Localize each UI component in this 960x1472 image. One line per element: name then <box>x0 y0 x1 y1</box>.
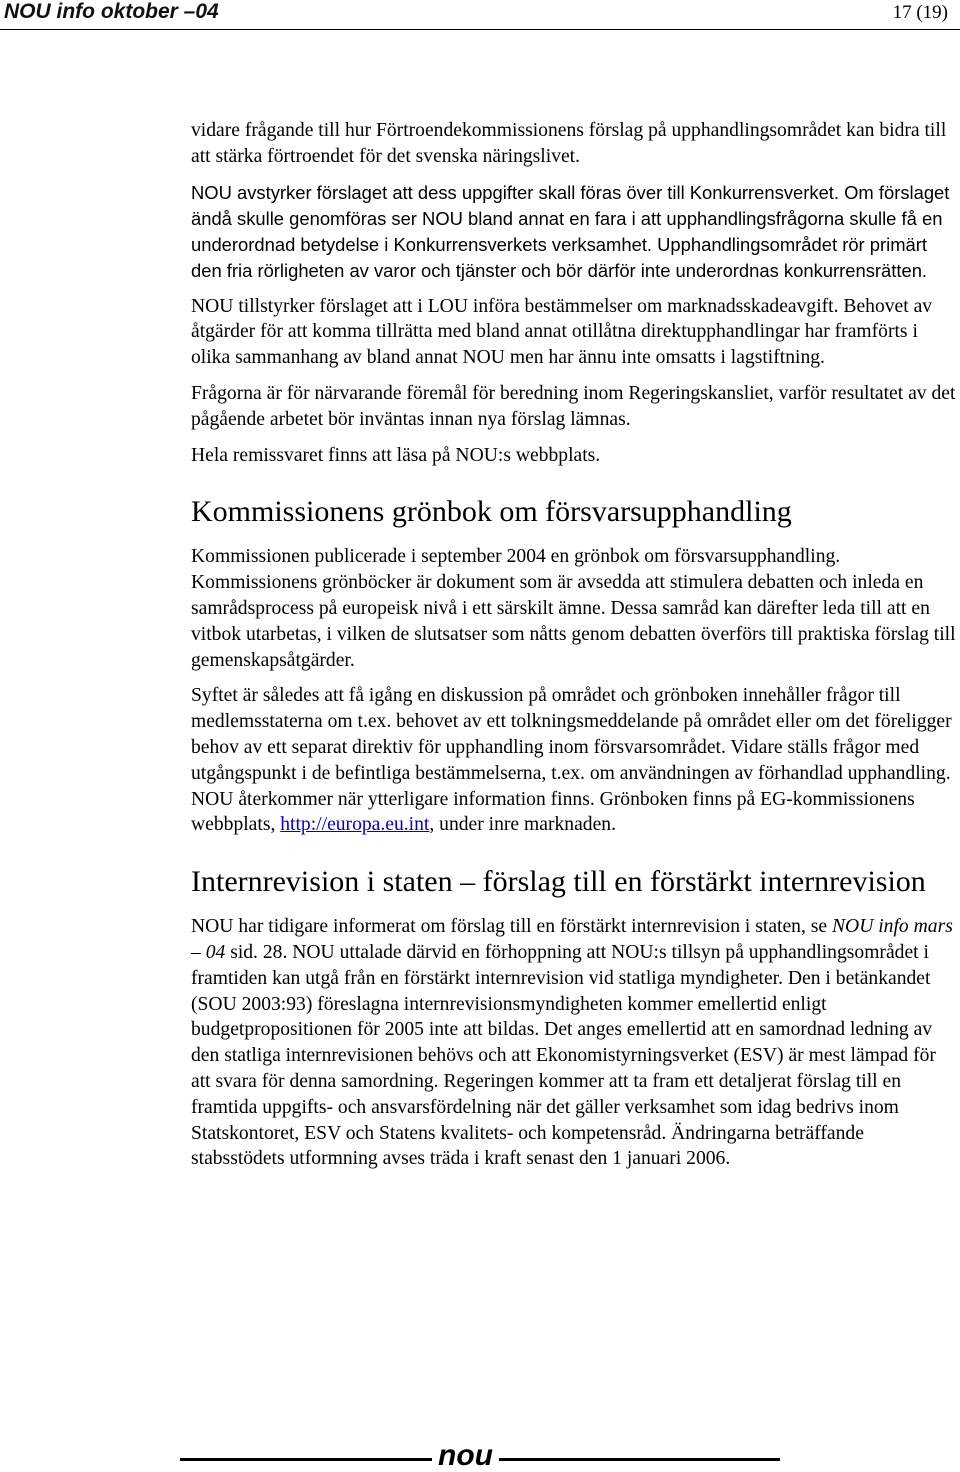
nou-logo: nou <box>432 1441 499 1471</box>
header-rule <box>0 29 960 30</box>
gronbok-text-after-link: , under inre marknaden. <box>429 814 616 836</box>
page-header <box>0 0 960 30</box>
heading-internrevision: Internrevision i staten – förslag till en förstärkt internrevision <box>191 865 926 899</box>
paragraph-tillstyrker: NOU tillstyrker förslaget att i LOU införa bestämmelser om marknadsskadeavgift. Behovet av åtgärder för att komma tillrätta med bland annat otillåtna direktupphandlingar har framförts i olika sammanhang av bland annat NOU men har ännu inte omsatts i lagstiftning. <box>191 295 933 369</box>
publication-title: NOU info oktober –04 <box>4 0 219 23</box>
internrevision-text-1: NOU har tidigare informerat om förslag till en förstärkt internrevision i staten, se <box>191 916 832 938</box>
paragraph-gronbok-1: Kommissionen publicerade i september 2004 en grönbok om försvarsupphandling. Kommissionens grönböcker är dokument som är avsedda att stimulera debatten och inleda en samrådsprocess på europeisk nivå i ett särskilt ämne. Dessa samråd kan därefter leda till att en vitbok utarbetas, i vilken de slutsatser som nåtts genom debatten överförs till praktiska förslag till gemenskapsåtgärder. <box>191 546 956 671</box>
paragraph-beredning: Frågorna är för närvarande föremål för beredning inom Regeringskansliet, varför resultatet av det pågående arbetet bör inväntas innan nya förslag lämnas. <box>191 382 956 430</box>
europa-link[interactable]: http://europa.eu.int <box>280 814 430 836</box>
paragraph-intro: vidare frågande till hur Förtroendekommissionens förslag på upphandlingsområdet kan bidra till att stärka förtroendet för det svenska näringslivet. <box>191 120 947 167</box>
page-footer <box>180 1441 780 1471</box>
nou-info-reference: NOU info mars – 04 <box>191 916 953 963</box>
paragraph-gronbok-2 <box>191 683 959 838</box>
document-body <box>191 118 959 1182</box>
gronbok-text-before-link: Syftet är således att få igång en diskussion på området och grönboken innehåller frågor till medlemsstaterna om t.ex. behovet av ett tolkningsmeddelande på området eller om det föreligger behov av ett separat direktiv för upphandling inom försvarsområdet. Vidare ställs frågor med utgångspunkt i de befintliga bestämmelserna, t.ex. om användningen av förhandlad upphandling. NOU återkommer när ytterligare information finns. Grönboken finns på EG-kommissionens webbplats, <box>191 685 952 836</box>
page-number: 17 (19) <box>892 2 948 23</box>
paragraph-remissvar: Hela remissvaret finns att läsa på NOU:s webbplats. <box>191 444 601 466</box>
paragraph-avstyrker: NOU avstyrker förslaget att dess uppgifter skall föras över till Konkurrensverket. Om förslaget ändå skulle genomföras ser NOU bland annat en fara i att upphandlingsfrågorna skulle få en underordnad betydelse i Konkurrensverkets verksamhet. Upphandlingsområdet rör primärt den fria rörligheten av varor och tjänster och bör därför inte underordnas konkurrensrätten. <box>191 181 950 281</box>
internrevision-text-2: sid. 28. NOU uttalade därvid en förhoppning att NOU:s tillsyn på upphandlingsområdet i framtiden kan utgå från en förstärkt internrevision vid statliga myndigheter. Den i betänkandet (SOU 2003:93) föreslagna internrevisionsmyndigheten kommer emellertid enligt budgetpropositionen för 2005 inte att bildas. Det anges emellertid att en samordnad ledning av den statliga internrevisionen behövs och att Ekonomistyrningsverket (ESV) är mest lämpad för att svara för denna samordning. Regeringen kommer att ta fram ett detaljerat förslag till en framtida uppgifts- och ansvarsfördelning när det gäller verksamhet som idag bedrivs inom Statskontoret, ESV och Statens kvalitets- och kompetensråd. Ändringarna beträffande stabsstödets utformning avses träda i kraft senast den 1 januari 2006. <box>191 941 936 1170</box>
paragraph-internrevision <box>191 914 959 1172</box>
heading-gronbok: Kommissionens grönbok om försvarsupphandling <box>191 495 792 529</box>
